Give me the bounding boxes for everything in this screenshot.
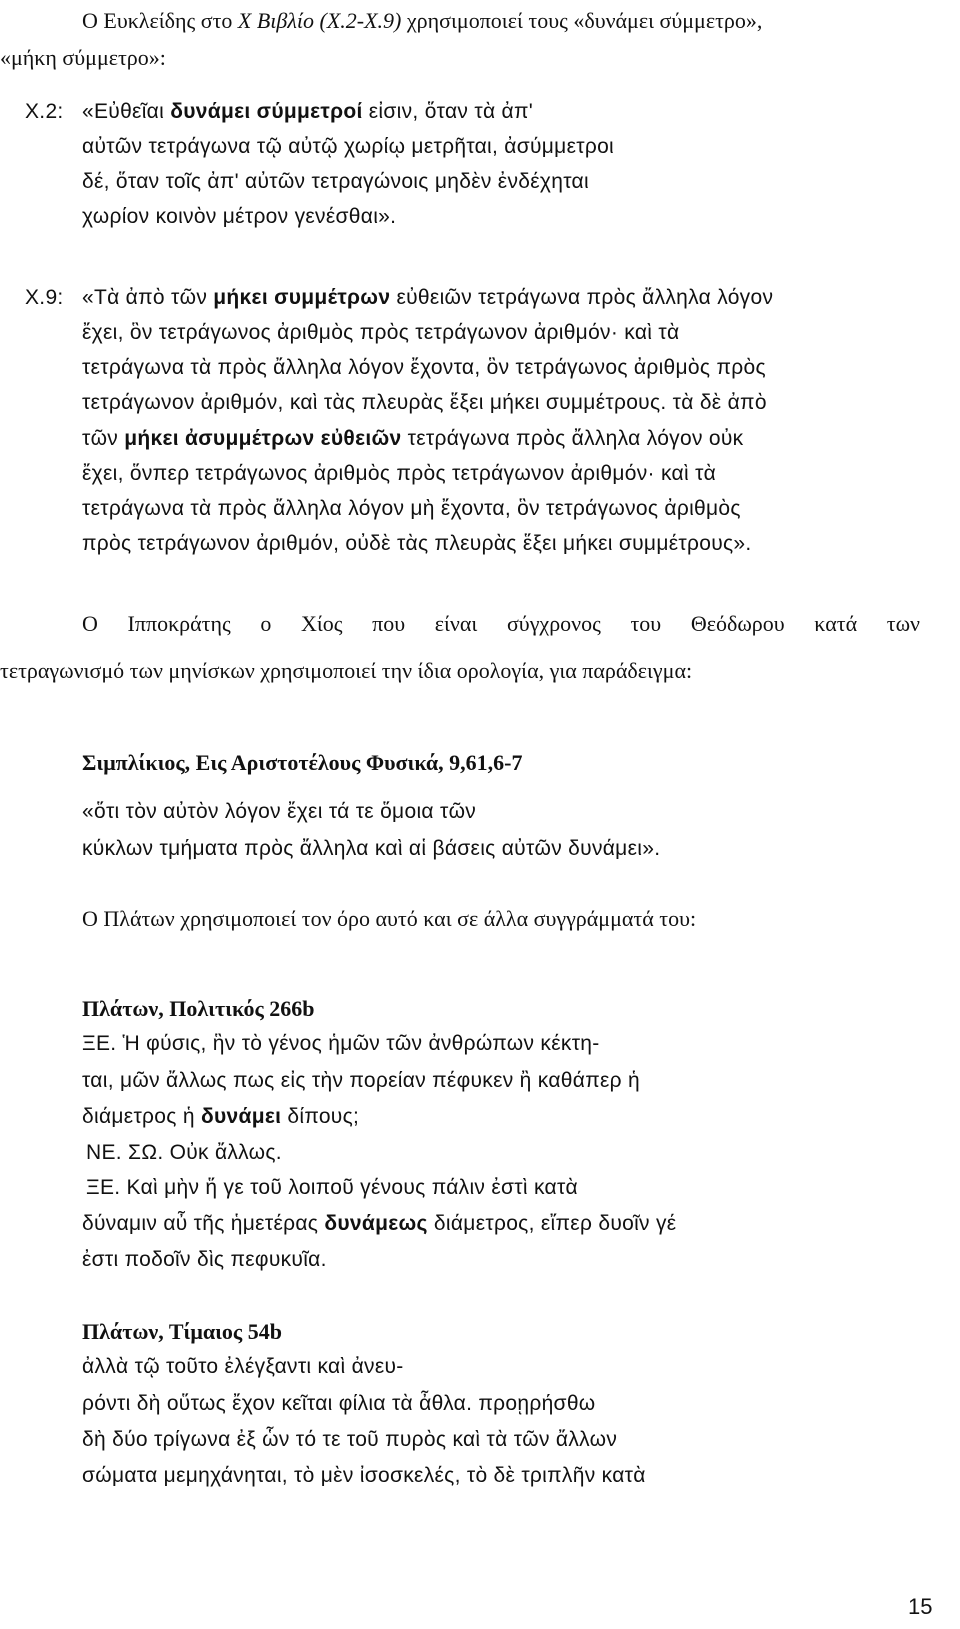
politicus-line: ΝΕ. ΣΩ. Οὐκ ἄλλως. — [86, 1141, 282, 1164]
timaeus-line: ρόντι δὴ οὕτως ἔχον κεῖται φίλια τὰ ἆθλα. προῃρήσθω — [82, 1392, 596, 1415]
def-x2-line: χωρίον κοινὸν μέτρον γενέσθαι». — [82, 205, 397, 228]
key-term: δυνάμεως — [324, 1212, 428, 1235]
timaeus-line: ἀλλὰ τῷ τοῦτο ἐλέγξαντι καὶ ἀνευ- — [82, 1355, 404, 1378]
text: δίπους; — [281, 1105, 360, 1128]
hippocrates-line-2: τετραγωνισμό των μηνίσκων χρησιμοποιεί την ίδια ορολογία, για παράδειγμα: — [0, 658, 693, 683]
intro-text: Ο Ευκλείδης στο — [82, 8, 238, 33]
text: τετράγωνα πρὸς ἄλληλα λόγον οὐκ — [401, 427, 744, 450]
hippocrates-line-1: Ο Ιπποκράτης ο Χίος που είναι σύγχρονος του Θεόδωρου κατά των — [82, 611, 920, 636]
intro-reference: Χ Βιβλίο (Χ.2-Χ.9) — [237, 8, 402, 33]
text: δύναμιν αὖ τῆς ἡμετέρας — [82, 1212, 325, 1235]
intro-line-2: «μήκη σύμμετρο»: — [0, 45, 166, 70]
text: τῶν — [82, 427, 125, 450]
simplicius-quote-line: «ὅτι τὸν αὐτὸν λόγον ἔχει τά τε ὅμοια τῶν — [82, 800, 477, 823]
text: «Εὐθεῖαι — [82, 100, 171, 123]
def-x9-line: πρὸς τετράγωνον ἀριθμόν, οὐδὲ τὰς πλευρὰς ἕξει μήκει συμμέτρους». — [82, 532, 752, 555]
plato-intro: Ο Πλάτων χρησιμοποιεί τον όρο αυτό και σε άλλα συγγράμματά του: — [82, 906, 697, 931]
def-x2-line: δέ, ὅταν τοῖς ἀπ' αὐτῶν τετραγώνοις μηδὲν ἐνδέχηται — [82, 170, 589, 193]
def-x9-label: Χ.9: — [25, 286, 64, 309]
def-x9-line: τετράγωνον ἀριθμόν, καὶ τὰς πλευρὰς ἕξει μήκει συμμέτρους. τὰ δὲ ἀπὸ — [82, 391, 767, 414]
politicus-heading: Πλάτων, Πολιτικός 266b — [82, 996, 315, 1021]
def-x9-line: τετράγωνα τὰ πρὸς ἄλληλα λόγον μὴ ἔχοντα, ὃν τετράγωνος ἀριθμὸς — [82, 497, 741, 520]
simplicius-heading: Σιμπλίκιος, Εις Αριστοτέλους Φυσικά, 9,61,6-7 — [82, 750, 523, 775]
key-term: μήκει ἀσυμμέτρων εὐθειῶν — [124, 427, 402, 450]
def-x2-line: αὐτῶν τετράγωνα τῷ αὐτῷ χωρίῳ μετρῆται, ἀσύμμετροι — [82, 135, 615, 158]
intro-text-cont: χρησιμοποιεί τους «δυνάμει σύμμετρο», — [401, 8, 763, 33]
def-x9-line: ἔχει, ὃν τετράγωνος ἀριθμὸς πρὸς τετράγωνον ἀριθμόν· καὶ τὰ — [82, 321, 680, 344]
politicus-line: ΞΕ. Ἡ φύσις, ἣν τὸ γένος ἡμῶν τῶν ἀνθρώπων κέκτη- — [82, 1032, 600, 1055]
text: εὐθειῶν τετράγωνα πρὸς ἄλληλα λόγον — [390, 286, 774, 309]
key-term: δυνάμει — [200, 1105, 282, 1128]
timaeus-heading: Πλάτων, Τίμαιος 54b — [82, 1319, 282, 1344]
def-x9-line — [82, 428, 743, 449]
politicus-line: ται, μῶν ἄλλως πως εἰς τὴν πορείαν πέφυκεν ἢ καθάπερ ἡ — [82, 1069, 641, 1092]
text: διάμετρος ἡ — [82, 1105, 201, 1128]
text: διάμετρος, εἴπερ δυοῖν γέ — [427, 1212, 677, 1235]
politicus-line — [82, 1213, 676, 1234]
politicus-line: ΞΕ. Καὶ μὴν ἥ γε τοῦ λοιποῦ γένους πάλιν ἐστὶ κατὰ — [86, 1176, 579, 1199]
def-x2-label: Χ.2: — [25, 100, 64, 123]
key-term: δυνάμει σύμμετροί — [170, 100, 363, 123]
def-x9-line — [82, 287, 773, 308]
def-x2-line — [82, 101, 533, 122]
simplicius-quote-line: κύκλων τμήματα πρὸς ἄλληλα καὶ αἱ βάσεις αὐτῶν δυνάμει». — [82, 837, 661, 860]
key-term: μήκει συμμέτρων — [213, 286, 391, 309]
timaeus-line: σώματα μεμηχάνηται, τὸ μὲν ἰσοσκελές, τὸ δὲ τριπλῆν κατὰ — [82, 1464, 646, 1487]
intro-line-1 — [82, 10, 762, 32]
page-number: 15 — [908, 1594, 933, 1619]
def-x9-line: τετράγωνα τὰ πρὸς ἄλληλα λόγον ἔχοντα, ὃν τετράγωνος ἀριθμὸς πρὸς — [82, 356, 766, 379]
politicus-line: ἐστι ποδοῖν δὶς πεφυκυῖα. — [82, 1248, 327, 1271]
text: εἰσιν, ὅταν τὰ ἀπ' — [362, 100, 534, 123]
def-x9-line: ἔχει, ὅνπερ τετράγωνος ἀριθμὸς πρὸς τετράγωνον ἀριθμόν· καὶ τὰ — [82, 462, 717, 485]
timaeus-line: δὴ δύο τρίγωνα ἐξ ὧν τό τε τοῦ πυρὸς καὶ τὰ τῶν ἄλλων — [82, 1428, 618, 1451]
text: «Τὰ ἀπὸ τῶν — [82, 286, 214, 309]
politicus-line — [82, 1106, 359, 1127]
